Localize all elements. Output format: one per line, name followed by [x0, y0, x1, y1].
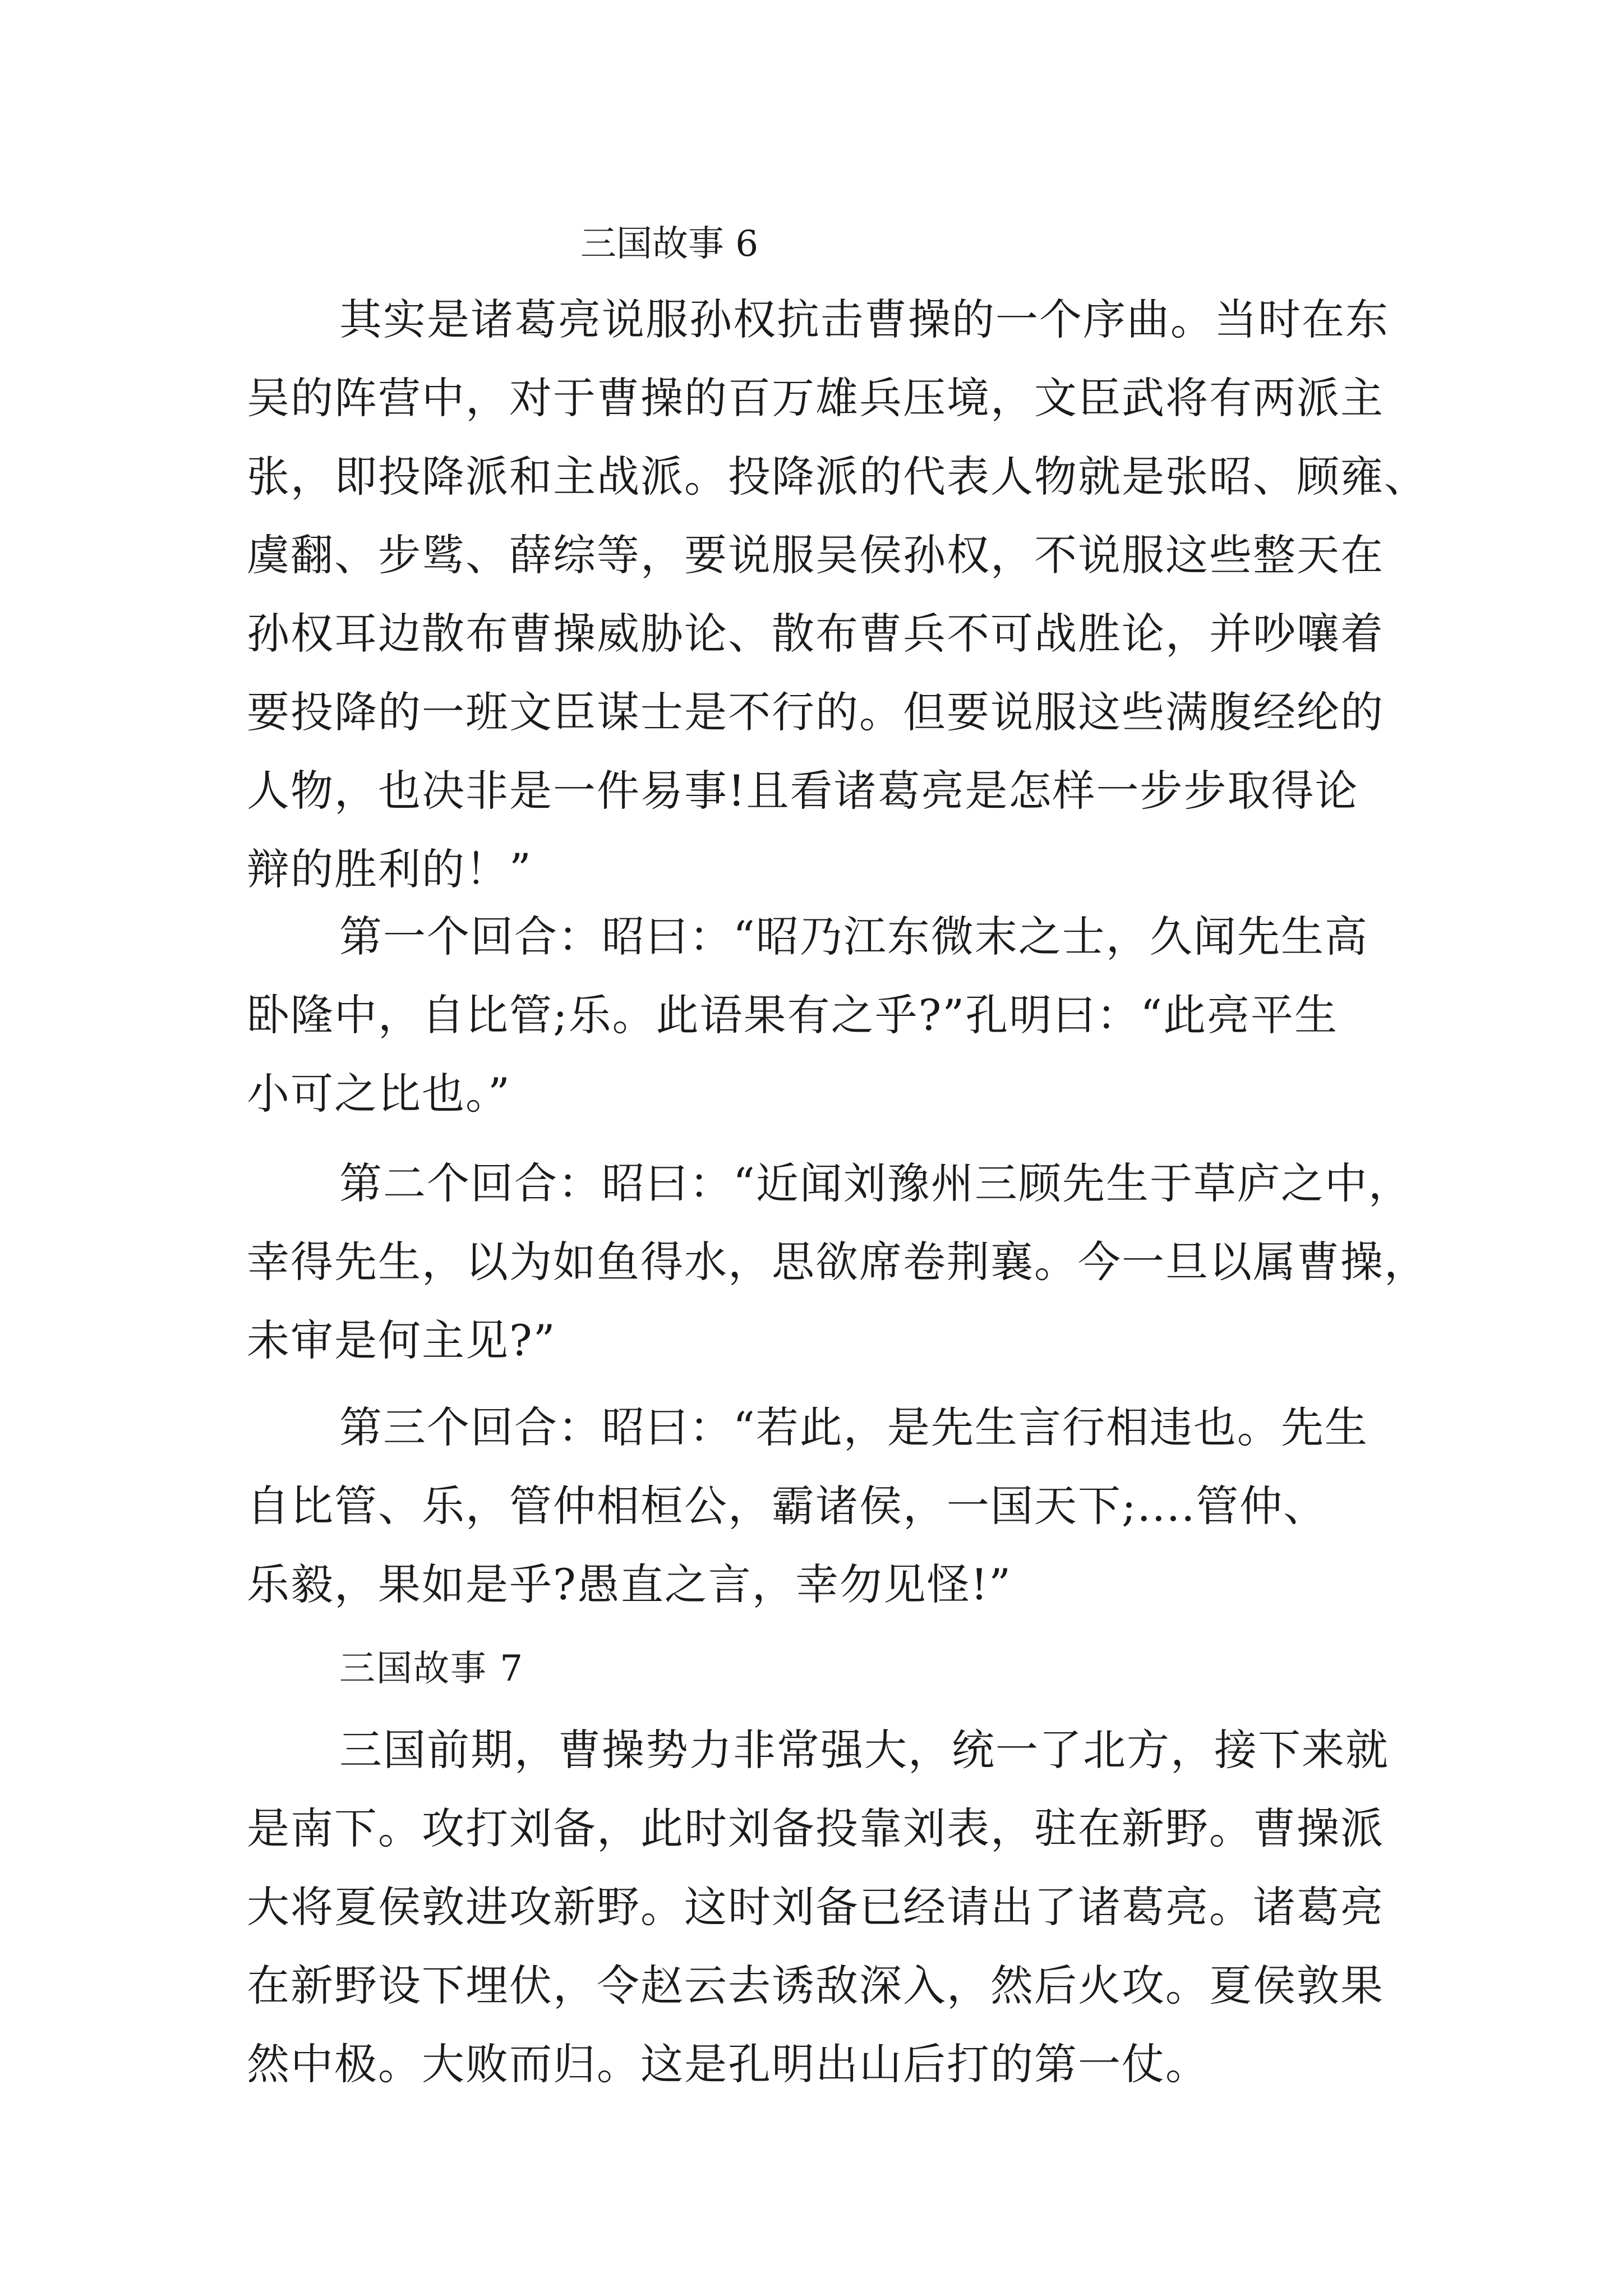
section-subheading: 三国故事 7 — [339, 1648, 524, 1690]
text-line: 虞翻、步骘、薛综等，要说服吴侯孙权，不说服这些整天在 — [247, 530, 1384, 580]
text-line: 张，即投降派和主战派。投降派的代表人物就是张昭、顾雍、 — [247, 452, 1428, 501]
text-line: 要投降的一班文臣谋士是不行的。但要说服这些满腹经纶的 — [247, 687, 1384, 737]
text-line: 人物，也决非是一件易事!且看诸葛亮是怎样一步步取得论 — [247, 766, 1359, 816]
paragraph-2 — [247, 898, 1391, 1133]
text-line: 吴的阵营中，对于曹操的百万雄兵压境，文臣武将有两派主 — [247, 373, 1384, 423]
text-line: 未审是何主见?” — [247, 1315, 556, 1365]
paragraph-1 — [247, 280, 1428, 909]
paragraph-3 — [247, 1144, 1428, 1380]
text-line: 自比管、乐，管仲相桓公，霸诸侯，一国天下;....管仲、 — [247, 1481, 1327, 1531]
text-line: 第一个回合：昭曰：“昭乃江东微末之士，久闻先生高 — [339, 912, 1368, 961]
text-line: 乐毅，果如是乎?愚直之言，幸勿见怪!” — [247, 1559, 1012, 1609]
text-line: 幸得先生，以为如鱼得水，思欲席卷荆襄。今一旦以属曹操， — [247, 1237, 1428, 1287]
text-line: 在新野设下埋伏，令赵云去诱敌深入，然后火攻。夏侯敦果 — [247, 1961, 1384, 2010]
text-line: 孙权耳边散布曹操威胁论、散布曹兵不可战胜论，并吵嚷着 — [247, 609, 1384, 659]
text-line: 第二个回合：昭曰：“近闻刘豫州三顾先生于草庐之中， — [339, 1158, 1412, 1208]
text-line: 是南下。攻打刘备，此时刘备投靠刘表，驻在新野。曹操派 — [247, 1803, 1384, 1853]
text-line: 卧隆中，自比管;乐。此语果有之乎?”孔明曰：“此亮平生 — [247, 990, 1339, 1040]
text-line: 大将夏侯敦进攻新野。这时刘备已经请出了诸葛亮。诸葛亮 — [247, 1882, 1384, 1932]
text-line: 小可之比也。” — [247, 1069, 511, 1119]
section-title: 三国故事 6 — [580, 223, 759, 265]
text-line: 然中极。大败而归。这是孔明出山后打的第一仗。 — [247, 2039, 1209, 2089]
subheading-block — [247, 1630, 1391, 1708]
text-line: 辩的胜利的！” — [247, 844, 532, 894]
text-line: 其实是诸葛亮说服孙权抗击曹操的一个序曲。当时在东 — [339, 295, 1389, 344]
text-line: 第三个回合：昭曰：“若此，是先生言行相违也。先生 — [339, 1402, 1368, 1452]
text-line: 三国前期，曹操势力非常强大，统一了北方，接下来就 — [339, 1725, 1389, 1775]
paragraph-5 — [247, 1711, 1391, 2104]
paragraph-4 — [247, 1388, 1391, 1624]
